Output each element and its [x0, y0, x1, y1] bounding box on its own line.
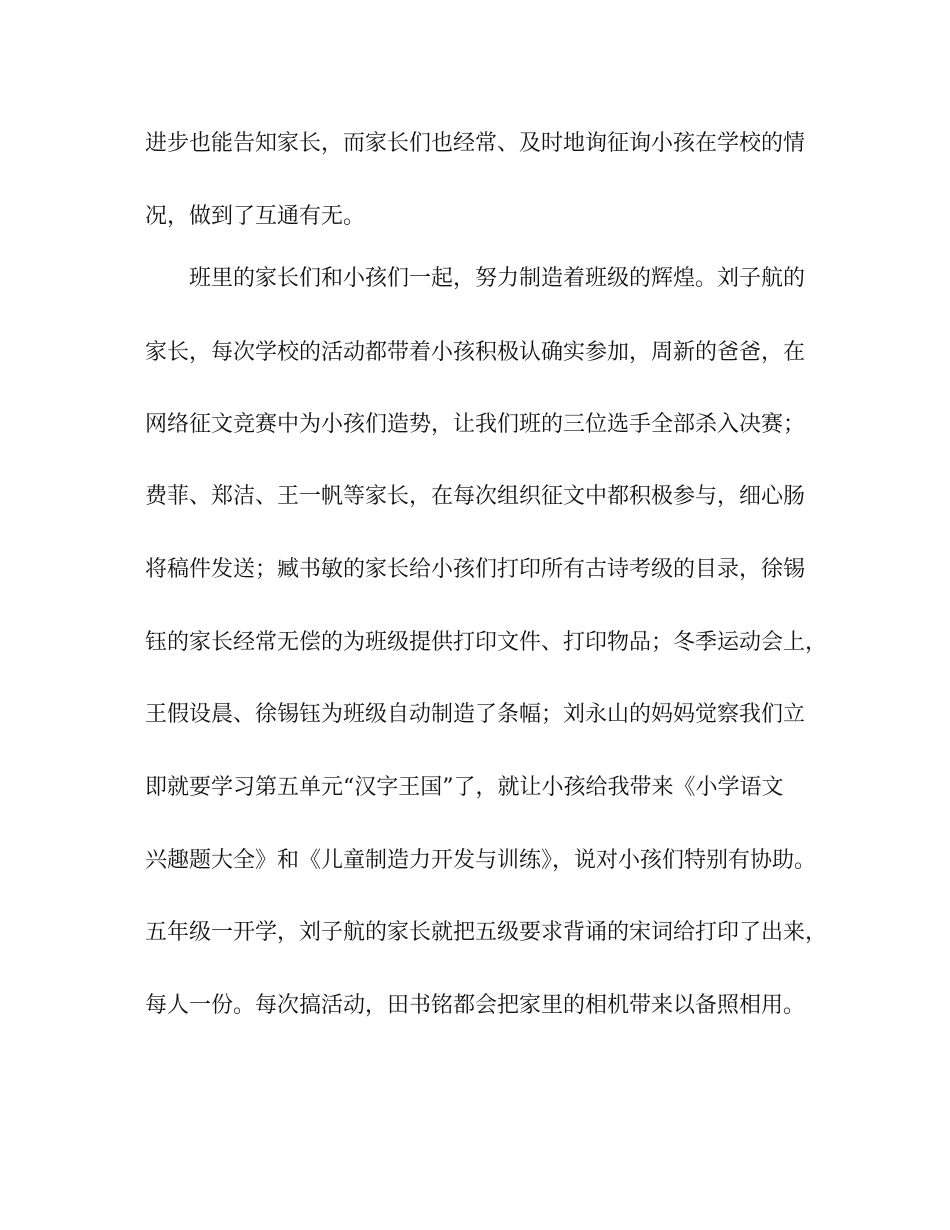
text-line: 将稿件发送；臧书敏的家长给小孩们打印所有古诗考级的目录，徐锡: [145, 557, 806, 582]
text-line: 况，做到了互通有无。: [145, 204, 366, 229]
text-line: 五年级一开学，刘子航的家长就把五级要求背诵的宋词给打印了出来，: [145, 920, 828, 945]
text-line: 进步也能告知家长，而家长们也经常、及时地询征询小孩在学校的情: [145, 131, 806, 156]
text-line: 费菲、郑洁、王一帆等家长，在每次组织征文中都积极参与，细心肠: [145, 484, 806, 509]
text-line: 家长，每次学校的活动都带着小孩积极认确实参加，周新的爸爸，在: [145, 340, 806, 365]
text-line: 网络征文竞赛中为小孩们造势，让我们班的三位选手全部杀入决赛；: [145, 412, 806, 437]
text-line: 王假设晨、徐锡钰为班级自动制造了条幅；刘永山的妈妈觉察我们立: [145, 702, 806, 727]
text-line: 钰的家长经常无偿的为班级提供打印文件、打印物品；冬季运动会上，: [145, 630, 828, 655]
text-line: 每人一份。每次搞活动，田书铭都会把家里的相机带来以备照相用。: [145, 993, 806, 1018]
text-line: 兴趣题大全》和《儿童制造力开发与训练》，说对小孩们特别有协助。: [145, 848, 817, 873]
text-line: 即就要学习第五单元“汉字王国”了，就让小孩给我带来《小学语文: [145, 775, 784, 800]
paragraph-first-line: 班里的家长们和小孩们一起，努力制造着班级的辉煌。刘子航的: [189, 266, 806, 291]
